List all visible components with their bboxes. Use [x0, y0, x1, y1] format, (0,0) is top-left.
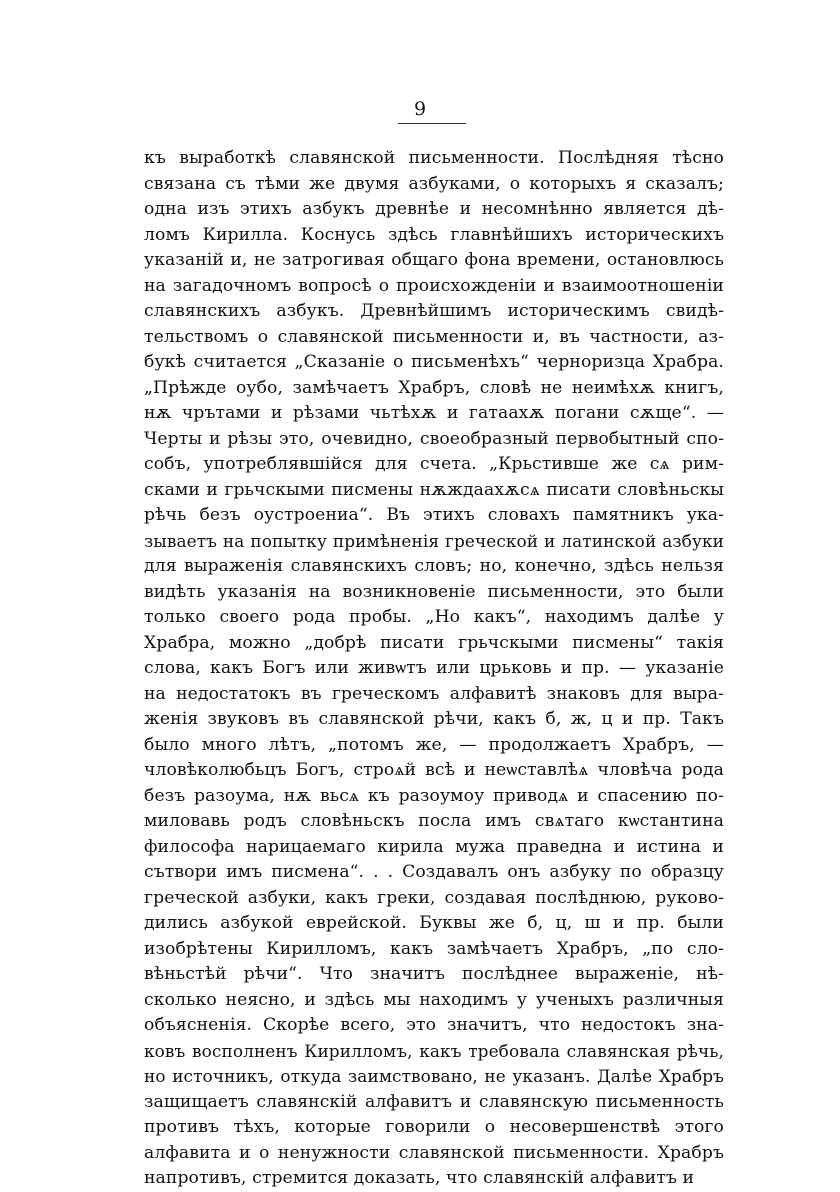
- text-line: безъ разоума, нѫ вьсѧ къ разоумоу приводѧ и спасению по-: [144, 785, 724, 806]
- text-line: сътвори имъ писмена“. . . Создавалъ онъ азбуку по образцу: [144, 862, 724, 882]
- text-line: объясненія. Скорѣе всего, это значитъ, что недостокъ зна-: [144, 1015, 724, 1035]
- text-line: на загадочномъ вопросѣ о происхожденіи и взаимоотношеніи: [144, 275, 724, 296]
- text-line: противъ тѣхъ, которые говорили о несовершенствѣ этого: [144, 1117, 724, 1137]
- text-line: напротивъ, стремится доказать, что славянскій алфавитъ и: [144, 1168, 695, 1188]
- text-line: собъ, употреблявшійся для счета. „Крьстивше же сѧ рим-: [144, 454, 724, 474]
- text-line: Черты и рѣзы это, очевидно, своеобразный первобытный спо-: [144, 428, 724, 449]
- text-line: тельствомъ о славянской письменности и, въ частности, аз-: [144, 326, 724, 347]
- text-line: но источникъ, откуда заимствовано, не указанъ. Далѣе Храбръ: [144, 1066, 724, 1086]
- text-line: букѣ считается „Сказаніе о письменѣхъ“ черноризца Храбра.: [144, 352, 724, 372]
- text-line: слова, какъ Богъ или живѡтъ или црьковь и пр. — указаніе: [144, 658, 724, 678]
- text-line: одна изъ этихъ азбукъ древнѣе и несомнѣнно является дѣ-: [144, 199, 724, 219]
- text-line: связана съ тѣми же двумя азбуками, о которыхъ я сказалъ;: [144, 173, 724, 194]
- text-line: дились азбукой еврейской. Буквы же б, ц, ш и пр. были: [144, 913, 724, 933]
- text-line: рѣчь безъ оустроениа“. Въ этихъ словахъ памятникъ ука-: [144, 505, 724, 525]
- text-line: вѣньстѣй рѣчи“. Что значитъ послѣднее выраженіе, нѣ-: [144, 964, 724, 984]
- text-line: Храбра, можно „добрѣ писати грьчскыми писмены“ такія: [144, 632, 724, 653]
- text-line: указаній и, не затрогивая общаго фона времени, остановлюсь: [144, 250, 724, 270]
- text-line: греческой азбуки, какъ греки, создавая послѣднюю, руково-: [144, 887, 724, 908]
- text-line: нѫ чрътами и рѣзами чьтѣхѫ и гатаахѫ погани сѫще“. —: [144, 403, 724, 423]
- text-line: чловѣколюбьцъ Богъ, строѧй всѣ и неѡставлѣѧ чловѣча рода: [144, 760, 724, 780]
- text-line: философа нарицаемаго кирила мужа праведна и истина и: [144, 836, 724, 857]
- text-line: славянскихъ азбукъ. Древнѣйшимъ историческимъ свидѣ-: [144, 301, 724, 321]
- text-line: изобрѣтены Кирилломъ, какъ замѣчаетъ Храбръ, „по сло-: [144, 938, 724, 959]
- text-line: алфавита и о ненужности славянской письменности. Храбръ: [144, 1142, 724, 1163]
- text-line: къ выработкѣ славянской письменности. Послѣдняя тѣсно: [144, 148, 724, 168]
- header-rule: [398, 123, 466, 124]
- text-line: ломъ Кирилла. Коснусь здѣсь главнѣйшихъ историческихъ: [144, 224, 724, 245]
- text-line: было много лѣтъ, „потомъ же, — продолжаетъ Храбръ, —: [144, 734, 724, 755]
- text-line: миловавь родъ словѣньскъ посла имъ свѧтаго кѡстантина: [144, 811, 724, 831]
- text-line: женія звуковъ въ славянской рѣчи, какъ б, ж, ц и пр. Такъ: [144, 709, 724, 729]
- text-line: „Прѣжде оубо, замѣчаетъ Храбръ, словѣ не неимѣхѫ книгъ,: [144, 377, 724, 398]
- page-number: 9: [413, 98, 427, 120]
- text-line: ковъ восполненъ Кирилломъ, какъ требовала славянская рѣчь,: [144, 1040, 724, 1061]
- text-line: на недостатокъ въ греческомъ алфавитѣ знаковъ для выра-: [144, 683, 724, 704]
- text-line: зываетъ на попытку примѣненія греческой и латинской азбуки: [144, 530, 724, 551]
- body-text: [144, 146, 724, 1192]
- text-line: защищаетъ славянскій алфавитъ и славянскую письменность: [144, 1091, 724, 1112]
- text-line: видѣть указанія на возникновеніе письменности, это были: [144, 581, 724, 602]
- text-line: для выраженія славянскихъ словъ; но, конечно, здѣсь нельзя: [144, 556, 724, 576]
- text-line: сками и грьчскыми писмены нѫждаахѫсѧ писати словѣньскы: [144, 479, 724, 500]
- text-line: сколько неясно, и здѣсь мы находимъ у ученыхъ различныя: [144, 989, 724, 1010]
- text-line: только своего рода пробы. „Но какъ“, находимъ далѣе у: [144, 607, 724, 627]
